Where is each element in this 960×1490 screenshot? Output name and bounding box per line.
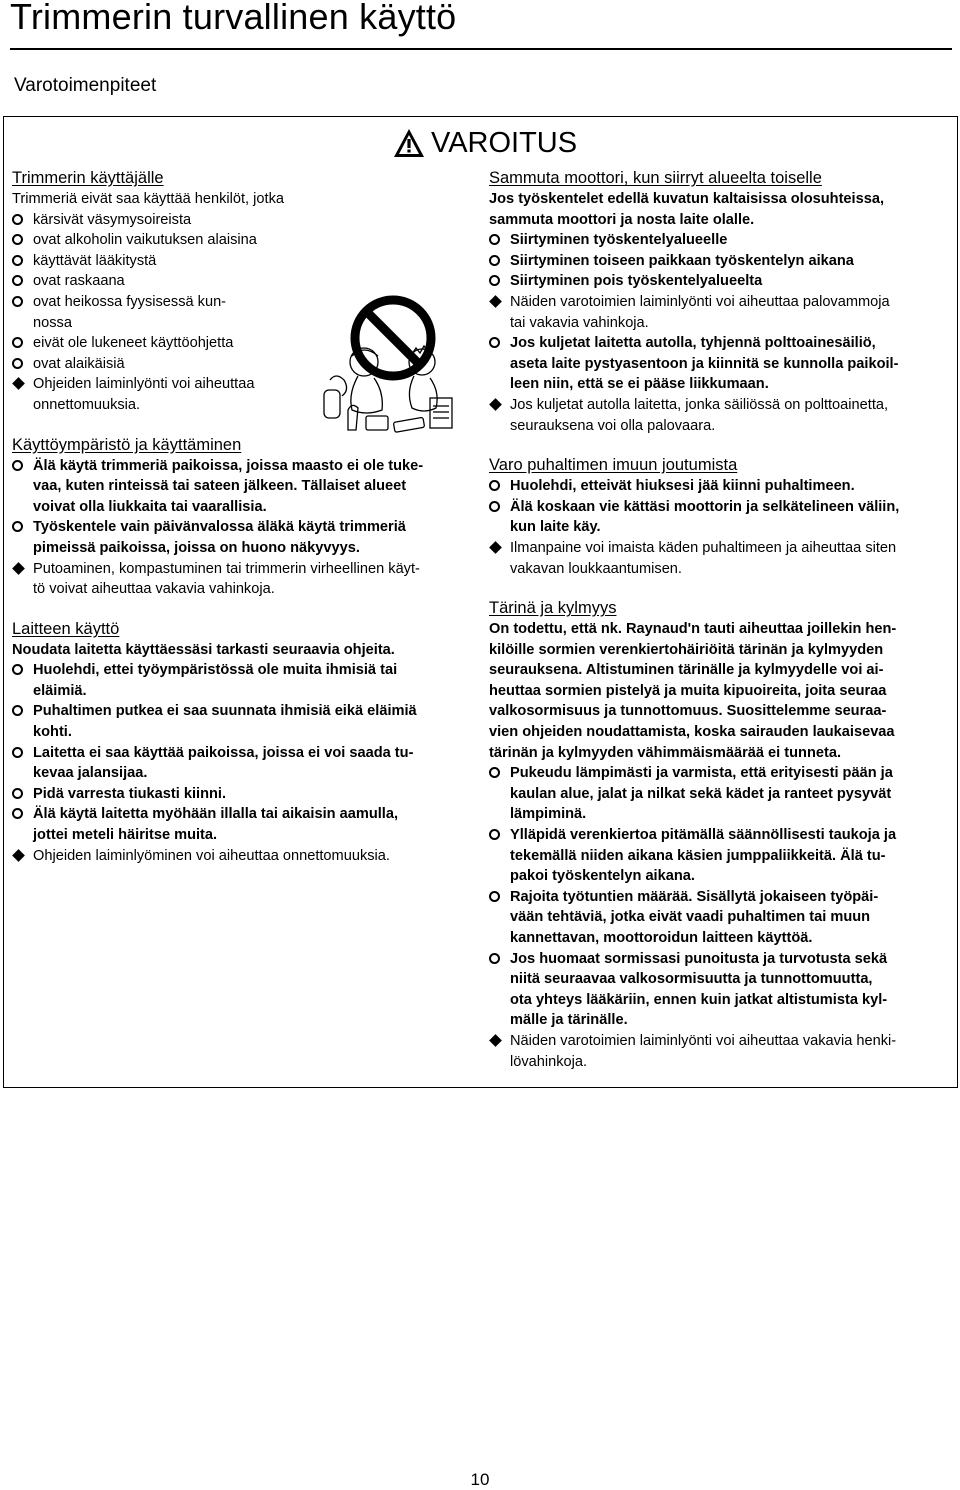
circle-bullet-icon	[12, 747, 23, 758]
list-item-line: kannettavan, moottoroidun laitteen käyttöä.	[510, 930, 813, 946]
circle-bullet-icon	[12, 460, 23, 471]
list-item-line: ovat alkoholin vaikutuksen alaisina	[33, 232, 257, 249]
circle-bullet-icon	[489, 829, 500, 840]
circle-bullet-icon	[12, 337, 23, 348]
circle-bullet-icon	[489, 501, 500, 512]
list-item-line: eivät ole lukeneet käyttöohjetta	[33, 335, 234, 352]
list-item-line: Siirtyminen työskentelyalueelle	[510, 232, 728, 249]
list-item-line: Ylläpidä verenkiertoa pitämällä säännöllisesti taukoja ja	[510, 827, 897, 844]
list-item	[12, 210, 474, 231]
list-item-line: aseta laite pystyasentoon ja kiinnitä se kunnolla paikoil-	[510, 355, 899, 372]
list-item	[489, 497, 952, 538]
list-item	[489, 251, 952, 272]
list-item	[489, 763, 952, 825]
intro-line: valkosormisuus ja tunnottomuus. Suosittelemme seuraa-	[489, 703, 887, 720]
list-item	[12, 846, 474, 867]
list-item-line: Laitetta ei saa käyttää paikoissa, joissa ei voi saada tu-	[33, 744, 414, 761]
circle-bullet-icon	[489, 891, 500, 902]
circle-bullet-icon	[12, 664, 23, 675]
diamond-bullet-icon	[489, 295, 502, 308]
list-item-line: tö voivat aiheuttaa vakavia vahinkoja.	[33, 581, 275, 598]
list-item-line: kaulan alue, jalat ja nilkat sekä kädet ja ranteet pysyvät	[510, 785, 892, 802]
list-item	[12, 559, 474, 600]
diamond-bullet-icon	[489, 541, 502, 554]
list-item-line: ota yhteys lääkäriin, ennen kuin jatkat altistumista kyl-	[510, 991, 888, 1008]
list-item-line: Ilmanpaine voi imaista käden puhaltimeen ja aiheuttaa siten	[510, 539, 897, 556]
warning-header	[393, 125, 577, 161]
list-item-line: ovat raskaana	[33, 273, 125, 290]
section-usage	[12, 619, 474, 867]
list-item	[489, 476, 952, 497]
list-item-line: Työskentele vain päivänvalossa äläkä käytä trimmeriä	[33, 519, 406, 536]
list-item-line: Huolehdi, ettei työympäristössä ole muita ihmisiä tai	[33, 662, 398, 679]
warning-label: VAROITUS	[431, 126, 578, 159]
list-item	[489, 825, 952, 887]
intro-line: vien ohjeiden noudattamista, koska sairauden laukaisevaa	[489, 724, 895, 741]
list-item	[12, 456, 474, 518]
list-item	[12, 374, 474, 415]
list-item-line: kun laite käy.	[510, 519, 601, 536]
list-item	[489, 292, 952, 333]
section-environment	[12, 435, 474, 600]
intro-line: sammuta moottori ja nosta laite olalle.	[489, 211, 755, 228]
list-item-line: eläimiä.	[33, 682, 87, 699]
diamond-bullet-icon	[489, 398, 502, 411]
list-item	[12, 333, 474, 354]
list-item	[12, 701, 474, 742]
circle-bullet-icon	[12, 521, 23, 532]
circle-bullet-icon	[489, 767, 500, 778]
list-item-line: pimeissä paikoissa, joissa on huono näkyvyys.	[33, 539, 360, 556]
diamond-bullet-icon	[12, 377, 25, 390]
left-column	[12, 168, 474, 866]
list-item-line: Näiden varotoimien laiminlyönti voi aiheuttaa palovammoja	[510, 293, 890, 310]
title-divider	[10, 48, 952, 50]
list-item-line: tai vakavia vahinkoja.	[510, 314, 649, 331]
circle-bullet-icon	[489, 234, 500, 245]
section-heading: Laitteen käyttö	[12, 619, 120, 638]
list-item	[12, 517, 474, 558]
list-item-line: Ohjeiden laiminlyöminen voi aiheuttaa onnettomuuksia.	[33, 847, 390, 864]
list-item	[489, 395, 952, 436]
list-item-line: Putoaminen, kompastuminen tai trimmerin virheellinen käyt-	[33, 560, 420, 577]
intro-line: kilöille sormien verenkiertohäiriöitä tärinän ja kylmyyden	[489, 641, 884, 658]
list-item-line: nossa	[33, 314, 72, 331]
list-item-line: tekemällä niiden aikana käsien jumppaliikkeitä. Älä tu-	[510, 847, 886, 864]
list-item	[489, 1031, 952, 1072]
section-vibration	[489, 598, 952, 1072]
section-heading: Trimmerin käyttäjälle	[12, 169, 164, 187]
list-item-line: ovat alaikäisiä	[33, 355, 125, 372]
right-column	[489, 168, 952, 1072]
circle-bullet-icon	[12, 808, 23, 819]
list-item-line: Älä käytä laitetta myöhään illalla tai aikaisin aamulla,	[33, 806, 399, 823]
section-subtitle: Varotoimenpiteet	[14, 75, 157, 96]
circle-bullet-icon	[12, 358, 23, 369]
intro-line: tärinän ja kylmyyden vähimmäismäärää ei tunneta.	[489, 744, 842, 761]
list-item	[489, 271, 952, 292]
list-item-line: onnettomuuksia.	[33, 396, 141, 413]
list-item	[489, 333, 952, 395]
circle-bullet-icon	[12, 214, 23, 225]
list-item-line: leen niin, että se ei pääse liikkumaan.	[510, 376, 769, 393]
list-item-line: vaa, kuten rinteissä tai sateen jälkeen. Tällaiset alueet	[33, 478, 407, 495]
list-item-line: Siirtyminen toiseen paikkaan työskentelyn aikana	[510, 252, 854, 269]
circle-bullet-icon	[489, 337, 500, 348]
list-item-line: jottei meteli häiritse muita.	[33, 827, 218, 844]
list-item-line: lämpiminä.	[510, 806, 587, 823]
list-item	[489, 538, 952, 579]
circle-bullet-icon	[12, 234, 23, 245]
list-item-line: voivat olla liukkaita tai vaarallisia.	[33, 498, 267, 515]
circle-bullet-icon	[12, 296, 23, 307]
list-item	[12, 251, 474, 272]
section-heading: Sammuta moottori, kun siirryt alueelta toiselle	[489, 169, 822, 187]
list-item-line: niitä seuraavaa valkosormisuutta ja tunnottomuutta,	[510, 971, 873, 988]
list-item	[489, 230, 952, 251]
list-item	[12, 784, 474, 805]
intro-line: Jos työskentelet edellä kuvatun kaltaisissa olosuhteissa,	[489, 191, 885, 207]
list-item-line: mälle ja tärinälle.	[510, 1012, 628, 1029]
section-engine-off	[489, 168, 952, 436]
section-operator	[12, 168, 474, 416]
section-blower	[489, 455, 952, 579]
list-item-line: seurauksena voi olla palovaara.	[510, 417, 716, 434]
intro-line: On todettu, että nk. Raynaud'n tauti aiheuttaa joillekin hen-	[489, 621, 897, 638]
list-item-line: Älä käytä trimmeriä paikoissa, joissa maasto ei ole tuke-	[33, 457, 424, 474]
warning-triangle-icon	[393, 128, 425, 158]
list-item-line: Jos huomaat sormissasi punoitusta ja turvotusta sekä	[510, 950, 888, 967]
list-item	[489, 887, 952, 949]
list-item-line: kevaa jalansijaa.	[33, 765, 148, 782]
list-item-line: Ohjeiden laiminlyönti voi aiheuttaa	[33, 376, 255, 393]
list-item	[12, 271, 474, 292]
list-item	[12, 354, 474, 375]
list-item-line: Jos kuljetat autolla laitetta, jonka säiliössä on polttoainetta,	[510, 396, 889, 413]
page-number: 10	[470, 1470, 490, 1489]
list-item	[12, 292, 474, 333]
intro-line: heuttaa sormien pistelyä ja muita kipuoireita, joita seuraa	[489, 682, 887, 699]
list-item-line: käyttävät lääkitystä	[33, 252, 157, 269]
section-heading: Varo puhaltimen imuun joutumista	[489, 456, 738, 475]
intro-line: seurauksena. Altistuminen tärinälle ja kylmyydelle voi ai-	[489, 662, 884, 679]
list-item-line: Pukeudu lämpimästi ja varmista, että erityisesti pään ja	[510, 765, 893, 782]
section-heading: Tärinä ja kylmyys	[489, 599, 617, 618]
list-item-line: kärsivät väsymysoireista	[33, 211, 192, 228]
list-item-line: kohti.	[33, 724, 72, 741]
list-item-line: ovat heikossa fyysisessä kun-	[33, 293, 227, 310]
list-item-line: vakavan loukkaantumisen.	[510, 560, 682, 577]
diamond-bullet-icon	[12, 562, 25, 575]
diamond-bullet-icon	[12, 849, 25, 862]
list-item-line: Pidä varresta tiukasti kiinni.	[33, 785, 227, 802]
list-item-line: Älä koskaan vie kättäsi moottorin ja selkätelineen väliin,	[510, 498, 900, 515]
list-item-line: Jos kuljetat laitetta autolla, tyhjennä polttoainesäiliö,	[510, 335, 876, 352]
list-item	[12, 660, 474, 701]
list-item-line: Huolehdi, etteivät hiuksesi jää kiinni puhaltimeen.	[510, 478, 855, 495]
list-item	[12, 804, 474, 845]
list-item-line: Puhaltimen putkea ei saa suunnata ihmisiä eikä eläimiä	[33, 703, 417, 720]
list-item	[12, 743, 474, 784]
list-item-line: vään tehtäviä, jotka eivät vaadi puhaltimen tai muun	[510, 909, 871, 926]
circle-bullet-icon	[489, 480, 500, 491]
list-item	[12, 230, 474, 251]
list-item-line: Näiden varotoimien laiminlyönti voi aiheuttaa vakavia henki-	[510, 1032, 897, 1049]
circle-bullet-icon	[489, 275, 500, 286]
circle-bullet-icon	[489, 255, 500, 266]
list-item	[489, 949, 952, 1031]
list-item-line: pakoi työskentelyn aikana.	[510, 868, 695, 885]
list-item-line: lövahinkoja.	[510, 1053, 588, 1070]
circle-bullet-icon	[489, 953, 500, 964]
list-item-line: Rajoita työtuntien määrää. Sisällytä jokaiseen työpäi-	[510, 888, 879, 905]
circle-bullet-icon	[12, 705, 23, 716]
circle-bullet-icon	[12, 788, 23, 799]
section-heading: Käyttöympäristö ja käyttäminen	[12, 435, 242, 454]
list-item-line: Siirtyminen pois työskentelyalueelta	[510, 273, 763, 290]
diamond-bullet-icon	[489, 1034, 502, 1047]
section-intro: Trimmeriä eivät saa käyttää henkilöt, jotka	[12, 191, 284, 207]
circle-bullet-icon	[12, 255, 23, 266]
section-intro: Noudata laitetta käyttäessäsi tarkasti seuraavia ohjeita.	[12, 641, 395, 658]
circle-bullet-icon	[12, 275, 23, 286]
page-title: Trimmerin turvallinen käyttö	[10, 0, 457, 37]
